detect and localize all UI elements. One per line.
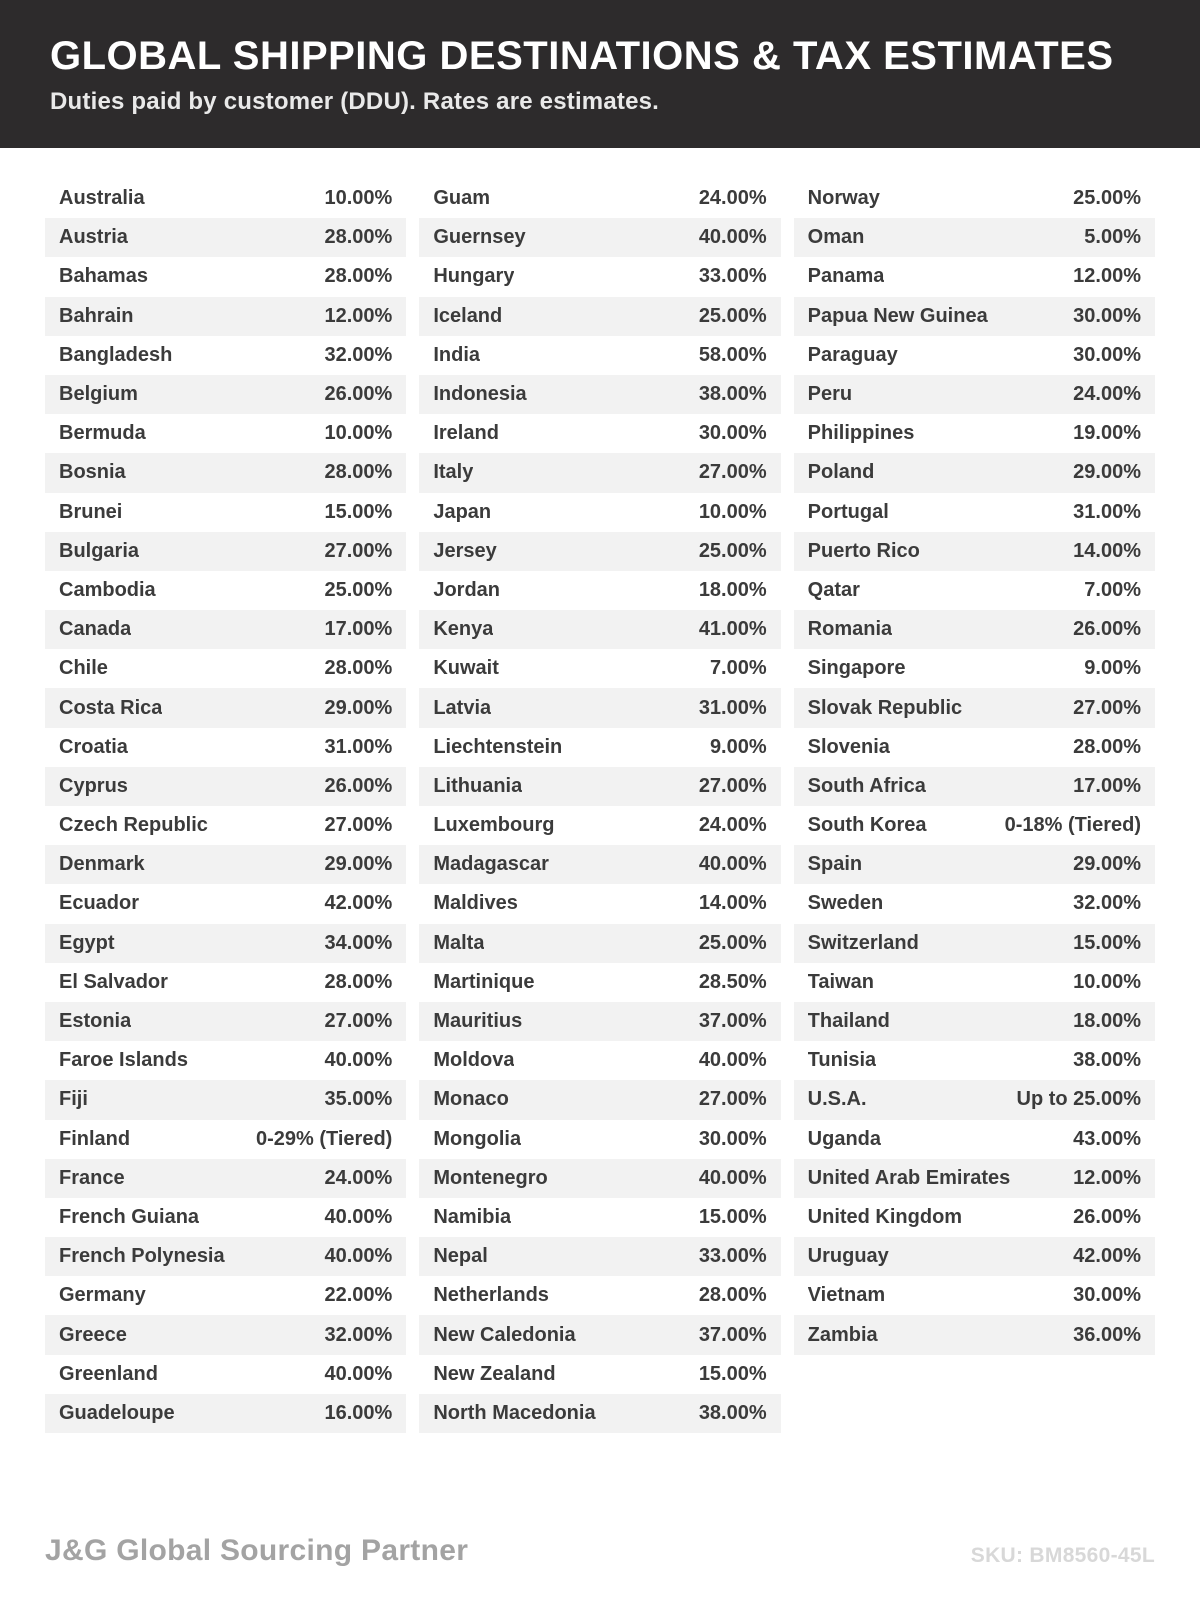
footer [45, 1534, 1155, 1568]
table-row [45, 649, 406, 688]
table-row [794, 571, 1155, 610]
table-row [45, 257, 406, 296]
rate-column [45, 179, 406, 1433]
country-name: Japan [433, 500, 492, 523]
table-row [419, 257, 780, 296]
country-name: Bulgaria [59, 539, 140, 562]
tax-rate: 26.00% [1073, 1205, 1141, 1228]
country-name: Fiji [59, 1088, 88, 1111]
table-row [419, 1355, 780, 1394]
country-name: Croatia [59, 735, 128, 758]
tax-rate: 29.00% [324, 696, 393, 719]
table-row [794, 375, 1155, 414]
country-name: Kuwait [433, 657, 499, 680]
table-row [419, 1394, 780, 1433]
country-name: New Caledonia [433, 1323, 576, 1346]
country-name: Montenegro [433, 1166, 548, 1189]
tax-rate: 26.00% [324, 774, 393, 797]
tax-rate: 10.00% [698, 500, 767, 523]
table-row [45, 1355, 406, 1394]
table-row [419, 688, 780, 727]
country-name: Oman [807, 226, 865, 249]
country-name: Uganda [807, 1127, 881, 1150]
table-row [45, 1080, 406, 1119]
rates-table [0, 179, 1200, 1433]
country-name: Moldova [433, 1049, 515, 1072]
table-row [419, 1237, 780, 1276]
country-name: Liechtenstein [433, 735, 563, 758]
table-row [794, 728, 1155, 767]
country-name: Slovak Republic [807, 696, 963, 719]
table-row [419, 453, 780, 492]
tax-rate: 32.00% [324, 343, 393, 366]
table-row [45, 453, 406, 492]
tax-rate: 24.00% [324, 1166, 393, 1189]
tax-rate: 25.00% [324, 578, 393, 601]
tax-rate: 27.00% [324, 814, 393, 837]
country-name: United Arab Emirates [807, 1166, 1011, 1189]
country-name: Slovenia [807, 735, 890, 758]
table-row [419, 963, 780, 1002]
table-row [45, 1276, 406, 1315]
page-title: GLOBAL SHIPPING DESTINATIONS & TAX ESTIMATES [50, 34, 1114, 78]
country-name: Switzerland [807, 931, 919, 954]
tax-rate: 58.00% [698, 343, 767, 366]
table-row [45, 884, 406, 923]
tax-rate: 24.00% [698, 814, 767, 837]
tax-rate: 37.00% [698, 1010, 767, 1033]
tax-rate: 38.00% [698, 383, 767, 406]
tax-rate: 25.00% [698, 539, 767, 562]
country-name: South Africa [807, 774, 926, 797]
tax-rate: Up to 25.00% [1016, 1088, 1141, 1111]
tax-rate: 25.00% [1073, 187, 1141, 210]
country-name: India [433, 343, 480, 366]
table-row [794, 1159, 1155, 1198]
table-row [419, 532, 780, 571]
tax-rate: 9.00% [709, 735, 767, 758]
table-row [419, 924, 780, 963]
country-name: Martinique [433, 970, 535, 993]
table-row [794, 884, 1155, 923]
tax-rate: 41.00% [698, 618, 767, 641]
table-row [419, 297, 780, 336]
tax-rate: 16.00% [324, 1401, 393, 1424]
table-row [45, 1237, 406, 1276]
country-name: Paraguay [807, 343, 898, 366]
tax-rate: 40.00% [698, 1166, 767, 1189]
tax-rate: 28.00% [324, 970, 393, 993]
country-name: South Korea [807, 814, 927, 837]
tax-rate: 14.00% [1073, 539, 1141, 562]
country-name: Cambodia [59, 578, 156, 601]
tax-rate: 15.00% [324, 500, 393, 523]
tax-rate: 25.00% [698, 304, 767, 327]
tax-rate: 40.00% [698, 853, 767, 876]
table-row [419, 649, 780, 688]
table-row [419, 1120, 780, 1159]
tax-rate: 40.00% [324, 1362, 393, 1385]
country-name: North Macedonia [433, 1401, 596, 1424]
tax-rate: 26.00% [1073, 618, 1141, 641]
country-name: Kenya [433, 618, 494, 641]
country-name: Qatar [807, 578, 860, 601]
table-row [419, 375, 780, 414]
tax-rate: 33.00% [698, 1245, 767, 1268]
country-name: Bangladesh [59, 343, 173, 366]
table-row [45, 1002, 406, 1041]
table-row [419, 806, 780, 845]
country-name: Thailand [807, 1010, 890, 1033]
table-row [794, 963, 1155, 1002]
table-row [419, 610, 780, 649]
header-banner [0, 0, 1200, 148]
country-name: Peru [807, 383, 853, 406]
table-row [419, 884, 780, 923]
tax-rate: 19.00% [1073, 422, 1141, 445]
tax-rate: 30.00% [698, 422, 767, 445]
table-row [794, 924, 1155, 963]
tax-rate: 37.00% [698, 1323, 767, 1346]
tax-rate: 15.00% [698, 1362, 767, 1385]
country-name: Sweden [807, 892, 884, 915]
tax-rate: 30.00% [1073, 304, 1141, 327]
country-name: Poland [807, 461, 875, 484]
tax-rate: 35.00% [324, 1088, 393, 1111]
tax-rate: 17.00% [1073, 774, 1141, 797]
table-row [794, 1315, 1155, 1354]
table-row [45, 1394, 406, 1433]
table-row [419, 1041, 780, 1080]
tax-rate: 10.00% [1073, 970, 1141, 993]
tax-rate: 15.00% [698, 1205, 767, 1228]
country-name: Portugal [807, 500, 889, 523]
country-name: U.S.A. [807, 1088, 867, 1111]
country-name: French Guiana [59, 1205, 200, 1228]
country-name: Uruguay [807, 1245, 889, 1268]
rate-column [419, 179, 780, 1433]
brand-name: J&G Global Sourcing Partner [45, 1534, 469, 1567]
country-name: Australia [59, 187, 145, 210]
tax-rate: 40.00% [698, 226, 767, 249]
tax-rate: 33.00% [698, 265, 767, 288]
tax-rate: 28.00% [324, 461, 393, 484]
table-row [419, 218, 780, 257]
tax-rate: 32.00% [324, 1323, 393, 1346]
tax-rate: 24.00% [1073, 383, 1141, 406]
country-name: Faroe Islands [59, 1049, 188, 1072]
table-row [419, 1002, 780, 1041]
tax-rate: 22.00% [324, 1284, 393, 1307]
country-name: Bermuda [59, 422, 146, 445]
table-row [794, 1276, 1155, 1315]
table-row [419, 845, 780, 884]
table-row [45, 1120, 406, 1159]
country-name: Spain [807, 853, 863, 876]
country-name: Chile [59, 657, 108, 680]
table-row [45, 414, 406, 453]
country-name: Greece [59, 1323, 127, 1346]
table-row [794, 453, 1155, 492]
table-row [419, 493, 780, 532]
country-name: Guernsey [433, 226, 526, 249]
country-name: Panama [807, 265, 885, 288]
country-name: Germany [59, 1284, 146, 1307]
tax-rate: 18.00% [1073, 1010, 1141, 1033]
table-row [45, 336, 406, 375]
table-row [45, 845, 406, 884]
table-row [794, 179, 1155, 218]
table-row [45, 571, 406, 610]
tax-rate: 28.00% [324, 265, 393, 288]
tax-rate: 10.00% [324, 422, 393, 445]
country-name: New Zealand [433, 1362, 556, 1385]
country-name: Monaco [433, 1088, 509, 1111]
tax-rate: 12.00% [324, 304, 393, 327]
table-row [794, 1237, 1155, 1276]
country-name: Taiwan [807, 970, 874, 993]
table-row [45, 963, 406, 1002]
country-name: Nepal [433, 1245, 488, 1268]
country-name: Indonesia [433, 383, 527, 406]
table-row [419, 414, 780, 453]
tax-rate: 7.00% [1084, 578, 1141, 601]
country-name: Italy [433, 461, 474, 484]
tax-rate: 28.00% [324, 226, 393, 249]
country-name: Tunisia [807, 1049, 877, 1072]
tax-rate: 30.00% [698, 1127, 767, 1150]
tax-rate: 28.50% [698, 970, 767, 993]
country-name: Malta [433, 931, 485, 954]
country-name: Namibia [433, 1205, 512, 1228]
tax-rate: 28.00% [1073, 735, 1141, 758]
tax-rate: 29.00% [324, 853, 393, 876]
table-row [419, 1080, 780, 1119]
tax-rate: 9.00% [1084, 657, 1141, 680]
country-name: Cyprus [59, 774, 128, 797]
country-name: Ireland [433, 422, 499, 445]
tax-rate: 27.00% [698, 461, 767, 484]
tax-rate: 31.00% [1073, 500, 1141, 523]
tax-rate: 27.00% [698, 774, 767, 797]
country-name: Costa Rica [59, 696, 163, 719]
table-row [794, 1041, 1155, 1080]
tax-rate: 32.00% [1073, 892, 1141, 915]
table-row [794, 688, 1155, 727]
table-row [45, 688, 406, 727]
tax-rate: 14.00% [698, 892, 767, 915]
country-name: Egypt [59, 931, 115, 954]
table-row [45, 806, 406, 845]
country-name: El Salvador [59, 970, 168, 993]
country-name: Vietnam [807, 1284, 886, 1307]
tax-rate: 17.00% [324, 618, 393, 641]
sku-label: SKU: BM8560-45L [970, 1544, 1155, 1567]
tax-rate: 30.00% [1073, 1284, 1141, 1307]
country-name: Czech Republic [59, 814, 208, 837]
country-name: Guadeloupe [59, 1401, 175, 1424]
table-row [45, 1159, 406, 1198]
tax-rate: 42.00% [1073, 1245, 1141, 1268]
table-row [794, 806, 1155, 845]
table-row [794, 297, 1155, 336]
country-name: Canada [59, 618, 132, 641]
tax-rate: 40.00% [698, 1049, 767, 1072]
table-row [794, 649, 1155, 688]
table-row [45, 728, 406, 767]
country-name: Maldives [433, 892, 518, 915]
country-name: Bahamas [59, 265, 148, 288]
table-row [419, 1315, 780, 1354]
tax-rate: 15.00% [1073, 931, 1141, 954]
table-row [794, 532, 1155, 571]
table-row [419, 767, 780, 806]
tax-rate: 31.00% [324, 735, 393, 758]
table-row [794, 218, 1155, 257]
tax-rate: 28.00% [324, 657, 393, 680]
tax-rate: 24.00% [698, 187, 767, 210]
table-row [794, 1198, 1155, 1237]
table-row [794, 414, 1155, 453]
country-name: Jersey [433, 539, 497, 562]
tax-rate: 28.00% [698, 1284, 767, 1307]
country-name: Greenland [59, 1362, 158, 1385]
tax-rate: 34.00% [324, 931, 393, 954]
tax-rate: 27.00% [324, 539, 393, 562]
country-name: Netherlands [433, 1284, 549, 1307]
country-name: Madagascar [433, 853, 549, 876]
country-name: Austria [59, 226, 128, 249]
tax-rate: 43.00% [1073, 1127, 1141, 1150]
tax-rate: 38.00% [698, 1401, 767, 1424]
country-name: Bahrain [59, 304, 134, 327]
country-name: Philippines [807, 422, 915, 445]
country-name: Zambia [807, 1323, 878, 1346]
table-row [419, 1276, 780, 1315]
country-name: Latvia [433, 696, 492, 719]
table-row [419, 728, 780, 767]
tax-rate: 40.00% [324, 1245, 393, 1268]
tax-rate: 12.00% [1073, 265, 1141, 288]
country-name: Puerto Rico [807, 539, 920, 562]
tax-rate: 27.00% [698, 1088, 767, 1111]
table-row [794, 336, 1155, 375]
table-row [45, 1041, 406, 1080]
table-row [45, 532, 406, 571]
table-row [794, 767, 1155, 806]
country-name: Norway [807, 187, 880, 210]
table-row [794, 1002, 1155, 1041]
table-row [45, 179, 406, 218]
country-name: United Kingdom [807, 1205, 963, 1228]
tax-rate: 30.00% [1073, 343, 1141, 366]
country-name: Iceland [433, 304, 503, 327]
table-row [45, 1198, 406, 1237]
country-name: Luxembourg [433, 814, 555, 837]
tax-rate: 29.00% [1073, 461, 1141, 484]
tax-rate: 5.00% [1084, 226, 1141, 249]
table-row [45, 924, 406, 963]
table-row [794, 1120, 1155, 1159]
table-row [45, 493, 406, 532]
table-row [794, 1080, 1155, 1119]
country-name: Papua New Guinea [807, 304, 988, 327]
tax-rate: 29.00% [1073, 853, 1141, 876]
country-name: Singapore [807, 657, 906, 680]
tax-rate: 40.00% [324, 1049, 393, 1072]
table-row [45, 218, 406, 257]
table-row [419, 336, 780, 375]
tax-rate: 18.00% [698, 578, 767, 601]
tax-rate: 27.00% [1073, 696, 1141, 719]
tax-rate: 25.00% [698, 931, 767, 954]
rate-column [794, 179, 1155, 1433]
tax-rate: 31.00% [698, 696, 767, 719]
table-row [45, 297, 406, 336]
table-row [794, 257, 1155, 296]
country-name: Ecuador [59, 892, 140, 915]
tax-rate: 10.00% [324, 187, 393, 210]
tax-rate: 7.00% [709, 657, 767, 680]
country-name: French Polynesia [59, 1245, 225, 1268]
country-name: Mongolia [433, 1127, 522, 1150]
page-subtitle: Duties paid by customer (DDU). Rates are estimates. [50, 88, 660, 115]
tax-rate: 42.00% [324, 892, 393, 915]
country-name: Denmark [59, 853, 145, 876]
tax-rate: 36.00% [1073, 1323, 1141, 1346]
table-row [794, 610, 1155, 649]
country-name: Lithuania [433, 774, 523, 797]
table-row [794, 845, 1155, 884]
tax-rate: 40.00% [324, 1205, 393, 1228]
tax-rate: 27.00% [324, 1010, 393, 1033]
country-name: Romania [807, 618, 893, 641]
country-name: Guam [433, 187, 491, 210]
tax-rate: 0-29% (Tiered) [255, 1127, 393, 1150]
country-name: Bosnia [59, 461, 126, 484]
table-row [45, 375, 406, 414]
table-row [45, 1315, 406, 1354]
table-row [794, 493, 1155, 532]
country-name: Brunei [59, 500, 123, 523]
table-row [419, 1198, 780, 1237]
country-name: Hungary [433, 265, 515, 288]
table-row [419, 179, 780, 218]
table-row [45, 767, 406, 806]
tax-rate: 12.00% [1073, 1166, 1141, 1189]
tax-rate: 38.00% [1073, 1049, 1141, 1072]
country-name: Jordan [433, 578, 501, 601]
country-name: Finland [59, 1127, 131, 1150]
table-row [419, 571, 780, 610]
table-row [419, 1159, 780, 1198]
table-row [45, 610, 406, 649]
tax-rate: 0-18% (Tiered) [1004, 814, 1141, 837]
country-name: Mauritius [433, 1010, 523, 1033]
country-name: Belgium [59, 383, 138, 406]
country-name: France [59, 1166, 125, 1189]
tax-rate: 26.00% [324, 383, 393, 406]
country-name: Estonia [59, 1010, 132, 1033]
